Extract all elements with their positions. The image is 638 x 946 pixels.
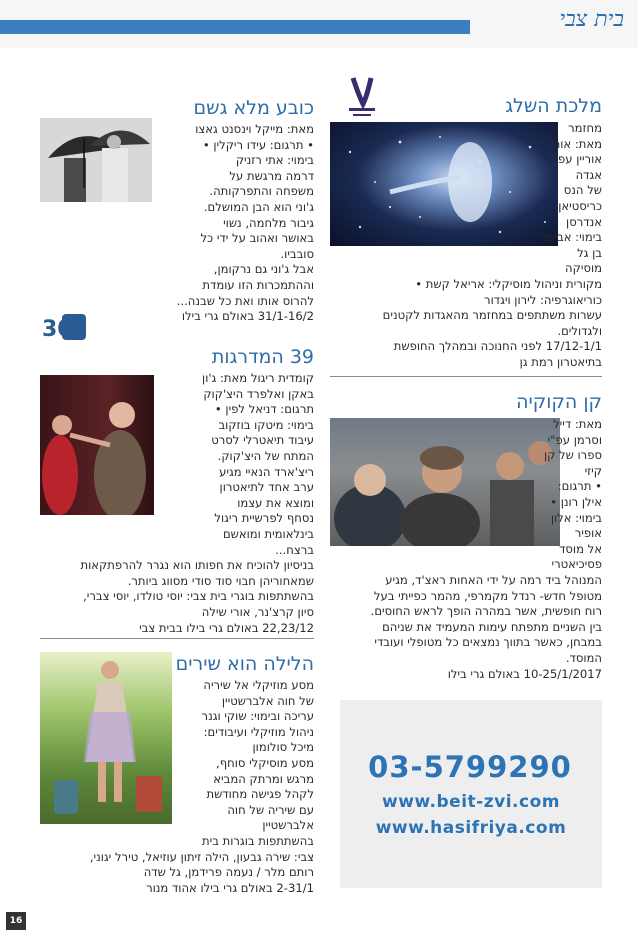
show-description: מסע מוזיקלי אל שיריה <box>203 678 314 692</box>
show-description: באושר ואהוב על ידי כל <box>200 231 314 246</box>
show-credit: מאת: מייקל וינסנט גאצו <box>195 122 314 136</box>
show-credit: מחזמר <box>568 121 602 135</box>
website-link-hasifriya[interactable]: www.hasifriya.com <box>375 818 567 838</box>
show-dates: 17/12-1/1 לפני החנוכה ובמהלך החופשת <box>393 339 602 354</box>
show-credit: מוסיקה <box>565 261 602 276</box>
show-description: מטופל חדש- רנדל מקמרפי, מהמר כפייתי בעל <box>373 588 602 603</box>
section-divider <box>330 376 602 377</box>
show-credit: תרגום: דניאל לפין • <box>214 402 314 417</box>
show-credit: ניהול מוזיקלי ועיבודים: <box>203 724 314 739</box>
show-description: בניסיון להוכיח את חפותו הוא נגרר להרפתקאות <box>80 558 314 573</box>
show-credit: מאת: דייל <box>553 417 602 431</box>
show-description: המוסד. <box>565 650 602 665</box>
show-credit: מיכל סולומון <box>252 740 314 755</box>
show-dates: 22,23/12 באולם גרי בילו בבית צבי <box>139 620 314 635</box>
show-description: להרוס אותו ואת כל שבנה... <box>176 293 314 308</box>
show-cuckoo-nest <box>330 390 602 682</box>
show-credit: מקורית וניהול מוסיקלי: אריאל קשת • <box>415 276 602 291</box>
show-description: פסיכיאטרי <box>551 557 602 572</box>
show-description: גיבור מלחמה, נשוי <box>223 215 314 230</box>
show-description: וההתמכרות הזו עומדת <box>202 277 314 292</box>
show-description: אבל ג'וני גם נרקומן, <box>213 262 314 277</box>
show-credit: אילן רונן • <box>550 494 602 509</box>
show-title: מלכת השלג <box>505 95 602 117</box>
header-logo: בית צבי <box>549 6 624 32</box>
show-description: שמאחוריהן חבוי סוד סודי מסווג ביותר. <box>127 573 314 588</box>
show-description: עם שיריה של חוה <box>227 802 314 817</box>
show-description: ולגדולים. <box>557 323 602 338</box>
show-description: במבחן, כאשר בתווך נמצאים כל מטופלי ועובדי <box>374 635 602 650</box>
show-credit: אנדרסן <box>566 214 602 229</box>
show-credit: וסרמן עפ"י <box>547 432 602 447</box>
section-divider <box>40 638 314 639</box>
show-credit: בימוי: אבישי <box>543 230 602 245</box>
anniversary-badge <box>40 310 88 344</box>
contact-box <box>340 700 602 888</box>
show-dates: 10-25/1/2017 באולם גרי בילו <box>447 666 602 681</box>
show-description: בינלאומית ומואשם <box>222 526 314 541</box>
show-cast: סיון קרצ'נר, אורי שילה <box>201 604 314 619</box>
show-credit: קומדית ריגול מאת: ג'ון <box>202 371 314 385</box>
badge-number: 30 <box>42 317 73 342</box>
show-cast: בהשתתפות בוגרי בית צבי: יוסי טולדו, יוסי צברי, <box>83 589 314 604</box>
show-credit: של הנס <box>563 183 602 198</box>
show-credit: בימוי: אלון <box>550 510 602 525</box>
show-credit: • תרגום: עידו ריקלין • <box>202 137 314 152</box>
show-description: עיבוד תיאטרלי לסרט <box>211 433 314 448</box>
show-cast: צבי: שירה גבעון, הילה זיתון עוזיאל, טירל יגוני, <box>89 849 314 864</box>
show-description: של חוה אלברשטיין <box>221 693 314 708</box>
show-credit: אוריין עפ"י <box>550 152 602 167</box>
show-description: דרמה מרגשת על <box>229 168 314 183</box>
show-description: אל מוסד <box>559 541 602 556</box>
show-credit: • תרגום: <box>557 479 602 494</box>
show-rain-hat <box>40 96 314 325</box>
show-credit: כוריאוגרפיה: לירון ויגדור <box>484 292 602 307</box>
show-description: ומוצא את עצמו <box>237 495 314 510</box>
show-venue: בתיאטרון רמת גן <box>519 354 602 369</box>
show-credit: אגדה <box>575 167 602 182</box>
show-description: נסחף לפרשיית ריגול <box>214 511 314 526</box>
show-credit: בימוי: מיטקו בוזקוב <box>218 417 314 432</box>
show-credit: בן גל <box>577 245 602 260</box>
show-credit: קיזי <box>584 463 602 478</box>
show-snow-queen <box>330 94 602 371</box>
show-cast: רותם מלר / נעמה פרידמן, גל שדה <box>143 865 314 880</box>
contact-phone[interactable]: 03-5799290 <box>368 750 572 784</box>
show-dates: 31/1-16/2 באולם גרי בילו <box>181 309 314 324</box>
show-title: קן הקוקיה <box>516 391 602 413</box>
page-number: 16 <box>6 912 26 930</box>
show-description: עשרות משתתפים במחזמר מהאגדות לקטנים <box>382 308 602 323</box>
show-description: ריצ'ארד הנאיי מגיע <box>219 464 314 479</box>
show-night-songs <box>40 652 314 896</box>
header-stripe <box>0 20 470 34</box>
show-title: הלילה הוא שירים <box>175 653 314 675</box>
show-description: אלברשטיין <box>262 818 314 833</box>
top-bar <box>0 0 638 48</box>
show-credit: בימוי: אתי רזניק <box>235 153 314 168</box>
show-description: המתח של היצ'קוק. <box>217 448 314 463</box>
show-description: ערב אחד לתיאטרון <box>219 480 314 495</box>
show-credit: כריסטיאן <box>558 198 602 213</box>
show-credit: מאת: אורי <box>551 136 602 151</box>
show-cast: בהשתתפות בוגרות בית <box>202 833 314 848</box>
show-description: בין השניים מתפתח עימות המעמיד את שניהם <box>382 619 602 634</box>
website-link-beit-zvi[interactable]: www.beit-zvi.com <box>382 792 560 812</box>
show-description: משפחה והתפרקותה. <box>209 184 314 199</box>
show-description: לקהל פגישה מחודשת <box>206 787 314 802</box>
show-description: ברצח... <box>275 542 314 557</box>
show-credit: אופיר <box>574 526 602 541</box>
show-title: כובע מלא גשם <box>193 97 314 119</box>
show-description: מרגש ומרתק המביא <box>213 771 314 786</box>
show-39-steps <box>40 345 314 636</box>
show-credit: עריכה ובימוי: שוקי וגנר <box>201 709 314 724</box>
show-description: רוח חופשית, אשר במהרה הופך לראש החוסים. <box>370 604 602 619</box>
show-description: מסע מוסיקלי סוחף, <box>216 755 314 770</box>
show-description: המנוהל ביד רמה על ידי האחות ראצ'ד, מגיע <box>385 572 602 587</box>
show-description: סובביו. <box>280 246 314 261</box>
show-title: 39 המדרגות <box>211 346 314 368</box>
show-description: ג'וני הוא הבן המושלם. <box>203 199 314 214</box>
show-dates: 2-31/1 באולם גרי בילו אהוד מנור <box>146 880 314 895</box>
show-credit: באקן ואלפרד היצ'קוק <box>203 386 314 401</box>
show-credit: ספרו של קן <box>543 448 602 463</box>
